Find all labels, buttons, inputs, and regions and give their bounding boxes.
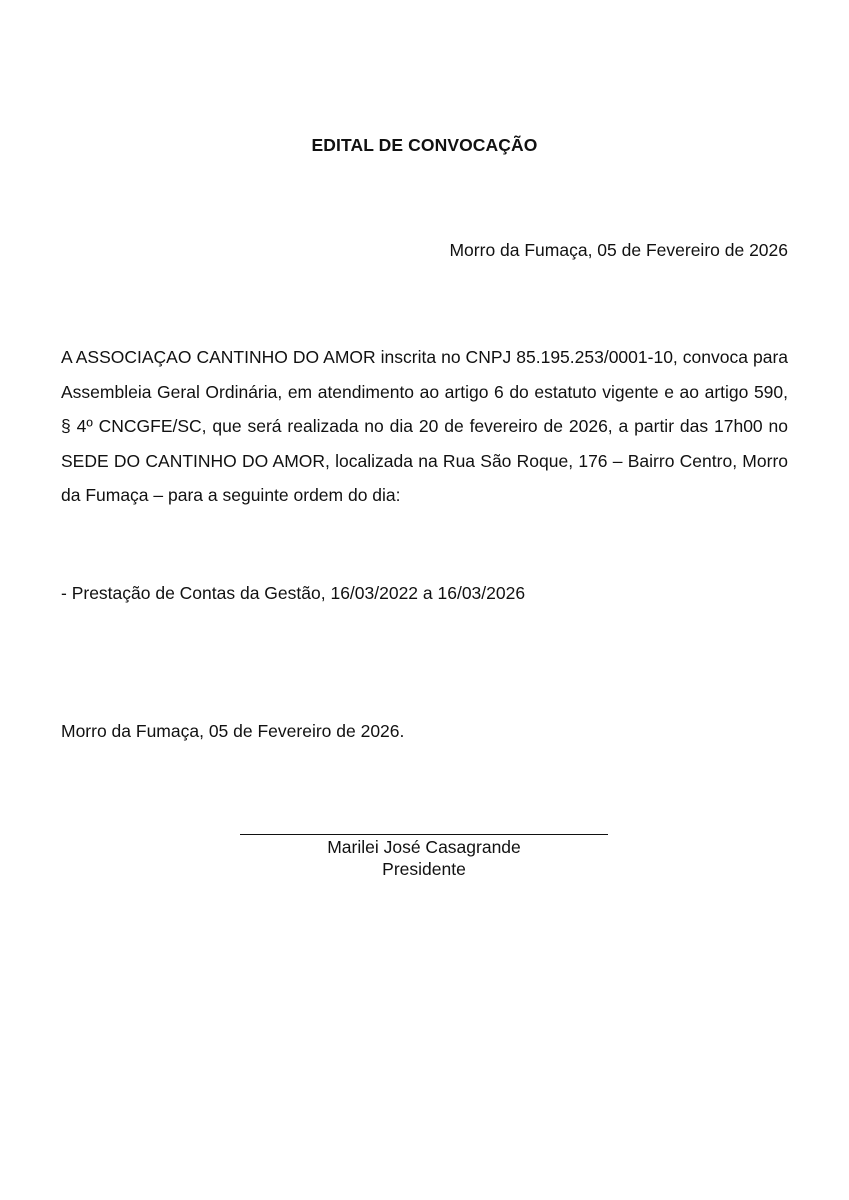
date-header: Morro da Fumaça, 05 de Fevereiro de 2026: [449, 240, 788, 260]
signatory-name: Marilei José Casagrande: [327, 837, 521, 857]
signatory-role: Presidente: [382, 859, 466, 879]
agenda-item: - Prestação de Contas da Gestão, 16/03/2022 a 16/03/2026: [61, 583, 526, 603]
date-footer: Morro da Fumaça, 05 de Fevereiro de 2026.: [61, 721, 405, 741]
convocation-body: A ASSOCIAÇAO CANTINHO DO AMOR inscrita no CNPJ 85.195.253/0001-10, convoca para Assembleia Geral Ordinária, em atendimento ao artigo 6 do estatuto vigente e ao artigo 590, § 4º CNCGFE/SC, que será realizada no dia 20 de fevereiro de 2026, a partir das 17h00 no SEDE DO CANTINHO DO AMOR, localizada na Rua São Roque, 176 – Bairro Centro, Morro da Fumaça – para a seguinte ordem do dia:: [61, 347, 788, 505]
signature-line: [240, 834, 608, 835]
document-title: EDITAL DE CONVOCAÇÃO: [311, 135, 538, 155]
signature-block: [240, 815, 608, 880]
